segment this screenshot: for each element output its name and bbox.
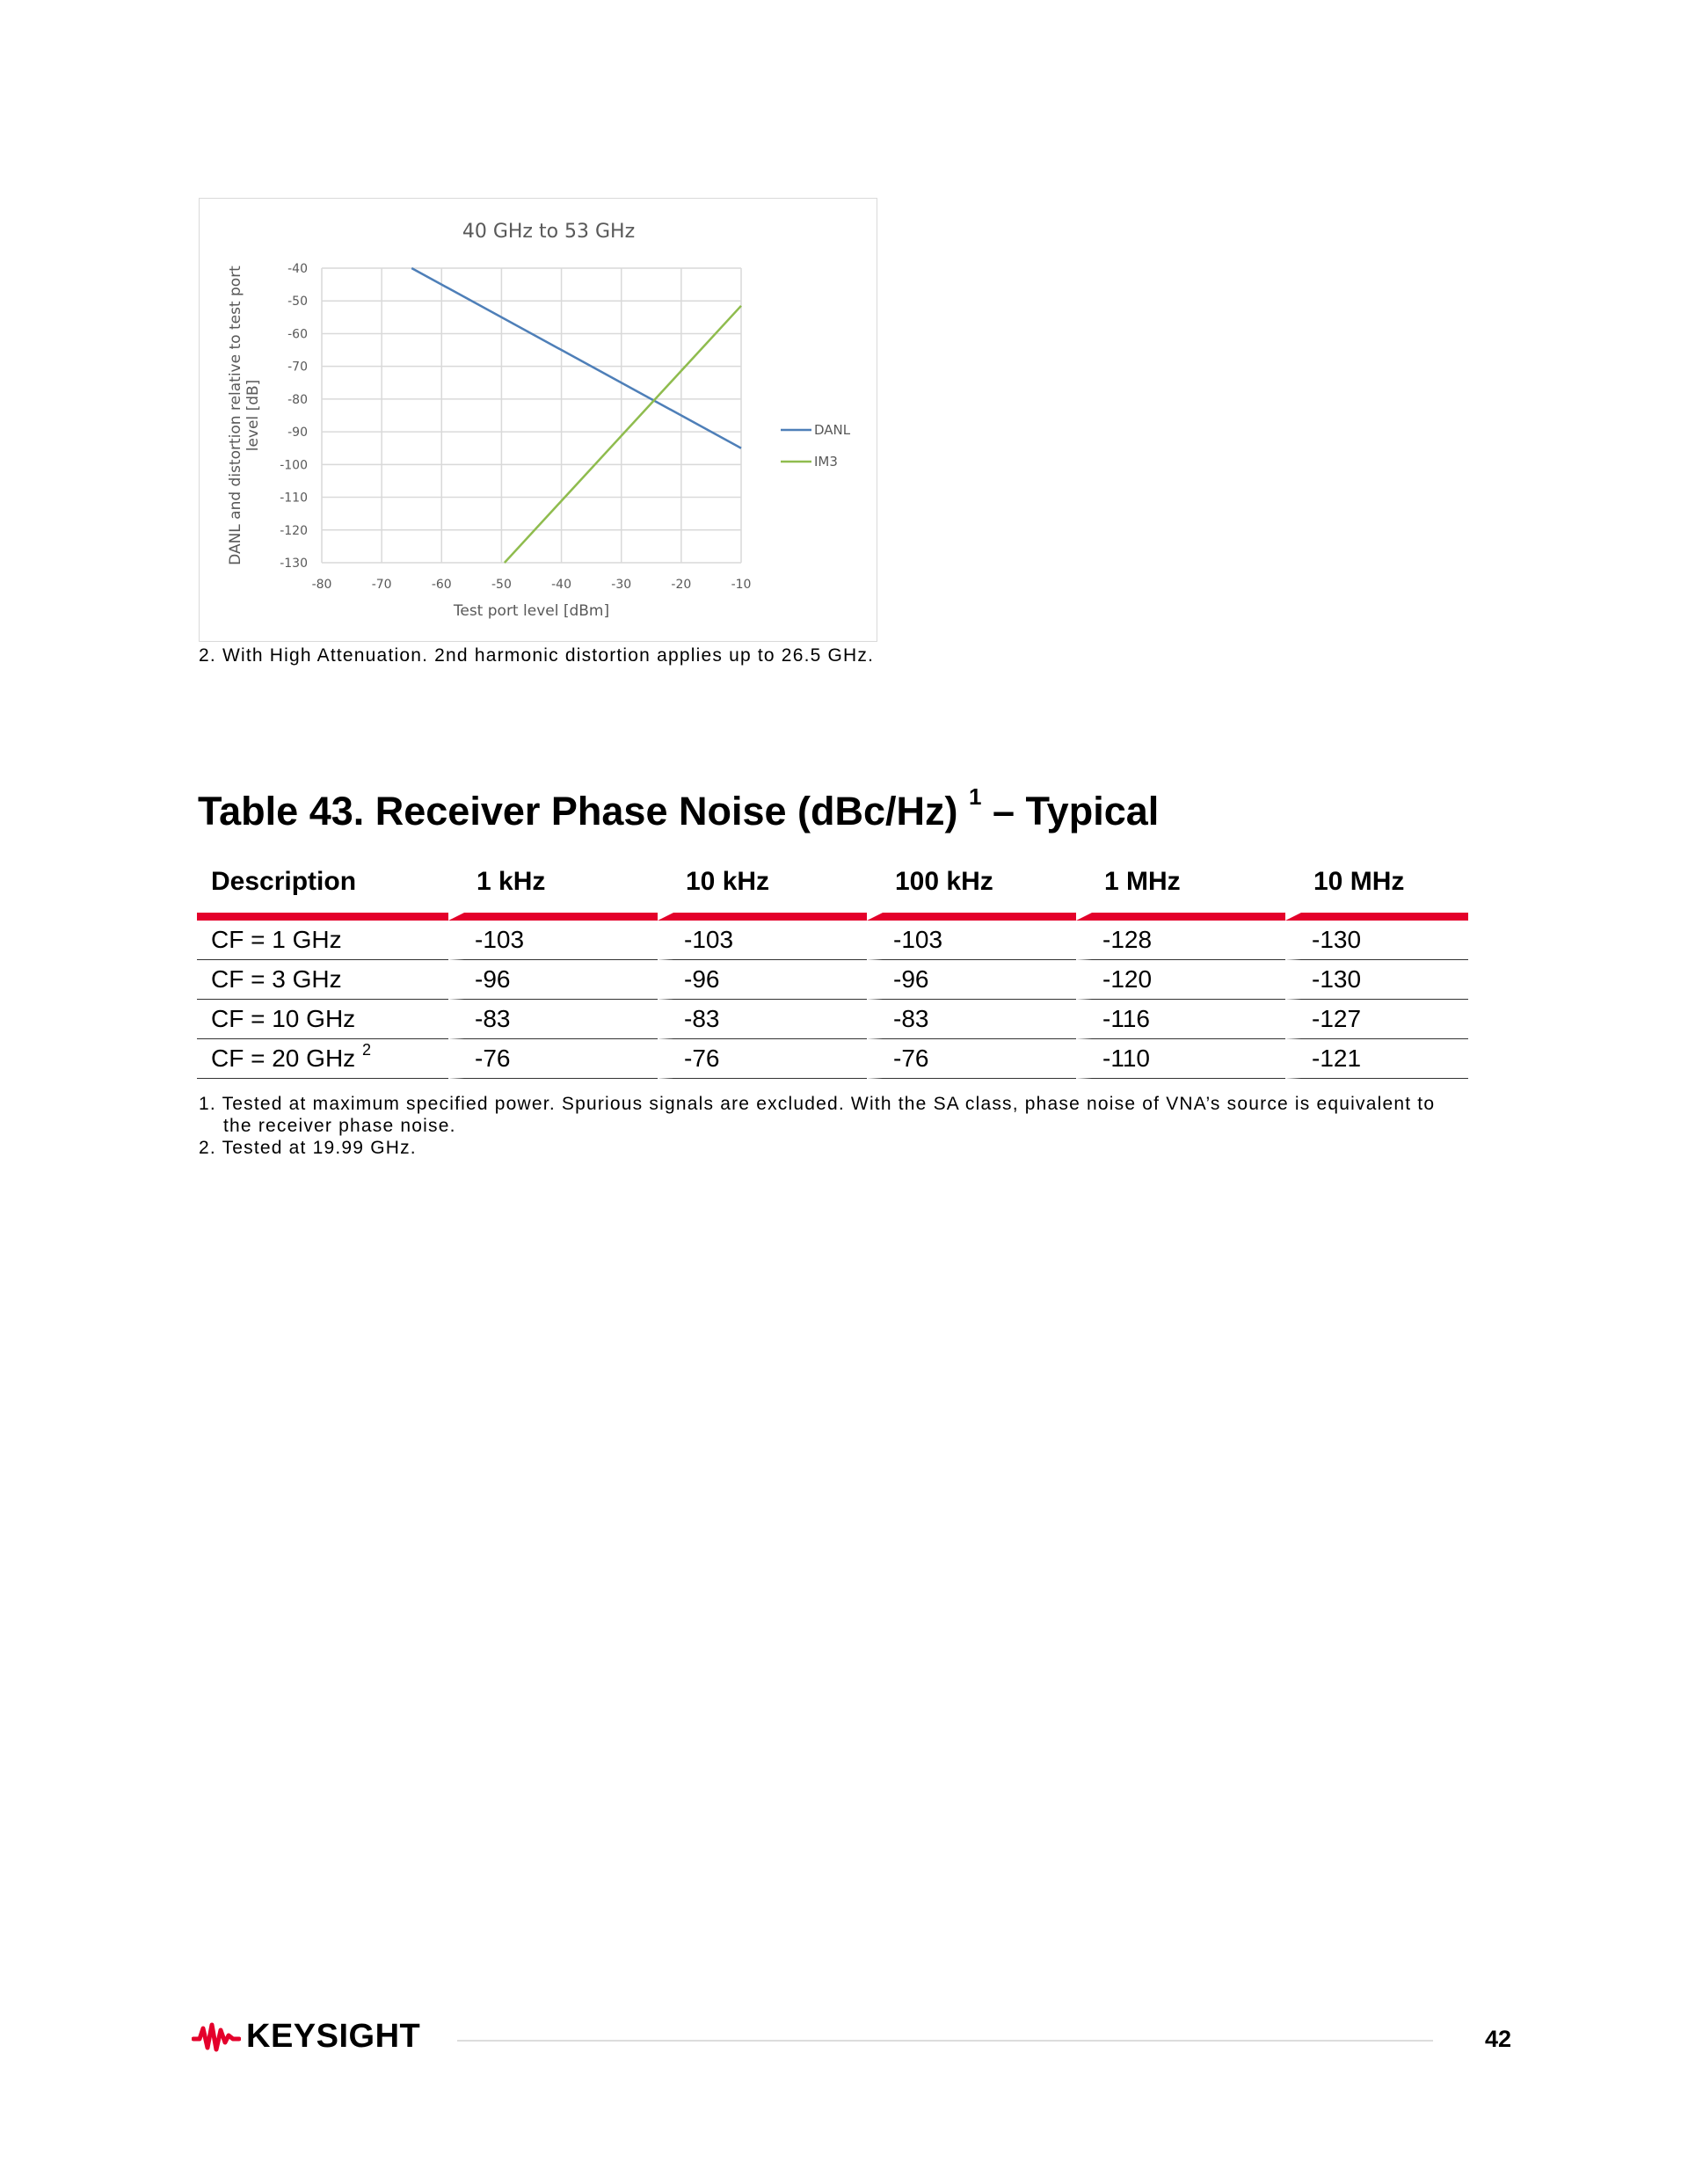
table-cell: -96	[867, 960, 1076, 1000]
chart-svg	[200, 199, 878, 643]
chart-title: 40 GHz to 53 GHz	[462, 221, 636, 243]
row-description	[197, 1039, 448, 1079]
table-cell: -103	[867, 921, 1076, 960]
table-cell: -76	[658, 1039, 867, 1079]
table-cell: -103	[658, 921, 867, 960]
table-row	[197, 960, 1468, 1000]
table-cell: -103	[448, 921, 658, 960]
header-10khz: 10 kHz	[658, 857, 867, 921]
legend-label-im3: IM3	[814, 454, 838, 470]
x-tick-label: -50	[491, 578, 512, 592]
chart-container	[199, 198, 877, 642]
x-tick-label: -80	[311, 578, 332, 592]
y-axis-label: level [dB]	[244, 379, 262, 452]
table-cell: -83	[448, 1000, 658, 1039]
row-description	[197, 921, 448, 960]
legend-label-danl: DANL	[814, 422, 851, 438]
keysight-logo	[192, 2018, 420, 2056]
header-100khz: 100 kHz	[867, 857, 1076, 921]
y-tick-label: -70	[287, 360, 308, 375]
x-tick-label: -60	[431, 578, 452, 592]
x-tick-label: -30	[611, 578, 632, 592]
table-cell: -110	[1076, 1039, 1285, 1079]
y-axis-label: DANL and distortion relative to test port	[227, 266, 244, 565]
table-cell: -127	[1285, 1000, 1468, 1039]
table-cell: -96	[658, 960, 867, 1000]
phase-noise-table	[197, 857, 1468, 1079]
y-tick-label: -90	[287, 426, 308, 440]
table-cell: -76	[448, 1039, 658, 1079]
header-1mhz: 1 MHz	[1076, 857, 1285, 921]
y-tick-label: -110	[280, 491, 308, 506]
x-tick-label: -20	[671, 578, 692, 592]
row-description-text: CF = 20 GHz	[211, 1045, 356, 1072]
x-axis-label: Test port level [dBm]	[453, 602, 610, 620]
row-description	[197, 960, 448, 1000]
row-footnote-ref: 2	[361, 1041, 371, 1059]
table-cell: -96	[448, 960, 658, 1000]
table-cell: -83	[867, 1000, 1076, 1039]
y-tick-label: -40	[287, 262, 308, 276]
table-note: 1. Tested at maximum specified power. Spurious signals are excluded. With the SA class, phase noise of VNA’s source is equivalent to the receiver phase noise.	[199, 1094, 1436, 1136]
table-cell: -83	[658, 1000, 867, 1039]
table-cell: -121	[1285, 1039, 1468, 1079]
header-description: Description	[197, 857, 448, 921]
x-tick-label: -70	[371, 578, 392, 592]
page-number: 42	[1484, 2026, 1511, 2052]
table-title-suffix: – Typical	[981, 789, 1160, 834]
x-tick-label: -10	[731, 578, 752, 592]
table-cell: -120	[1076, 960, 1285, 1000]
chart-footnote: 2. With High Attenuation. 2nd harmonic distortion applies up to 26.5 GHz.	[199, 645, 875, 666]
table-cell: -130	[1285, 921, 1468, 960]
table-title-footnote-ref: 1	[969, 783, 982, 810]
table-row	[197, 921, 1468, 960]
footer-divider	[457, 2040, 1433, 2042]
table-title-text: Table 43. Receiver Phase Noise (dBc/Hz)	[198, 789, 958, 834]
y-tick-label: -130	[280, 557, 308, 571]
table-note: 2. Tested at 19.99 GHz.	[199, 1138, 417, 1158]
header-10mhz: 10 MHz	[1285, 857, 1468, 921]
row-description	[197, 1000, 448, 1039]
table-title	[198, 783, 1160, 834]
logo-text: KEYSIGHT	[246, 2018, 421, 2055]
y-tick-label: -50	[287, 295, 308, 309]
row-description-text: CF = 3 GHz	[211, 965, 342, 993]
table-row	[197, 1000, 1468, 1039]
table-row	[197, 1039, 1468, 1079]
header-1khz: 1 kHz	[448, 857, 658, 921]
table-cell: -116	[1076, 1000, 1285, 1039]
row-description-text: CF = 10 GHz	[211, 1005, 356, 1032]
y-tick-label: -100	[280, 458, 308, 473]
table-cell: -130	[1285, 960, 1468, 1000]
y-tick-label: -120	[280, 523, 308, 538]
table-cell: -76	[867, 1039, 1076, 1079]
row-description-text: CF = 1 GHz	[211, 926, 342, 953]
table-header-row	[197, 857, 1468, 921]
y-tick-label: -60	[287, 327, 308, 342]
x-tick-label: -40	[551, 578, 572, 592]
y-tick-label: -80	[287, 392, 308, 407]
series-line-im3	[505, 306, 741, 563]
keysight-wave-icon	[192, 2020, 241, 2055]
table-notes	[199, 1093, 1454, 1159]
table-cell: -128	[1076, 921, 1285, 960]
